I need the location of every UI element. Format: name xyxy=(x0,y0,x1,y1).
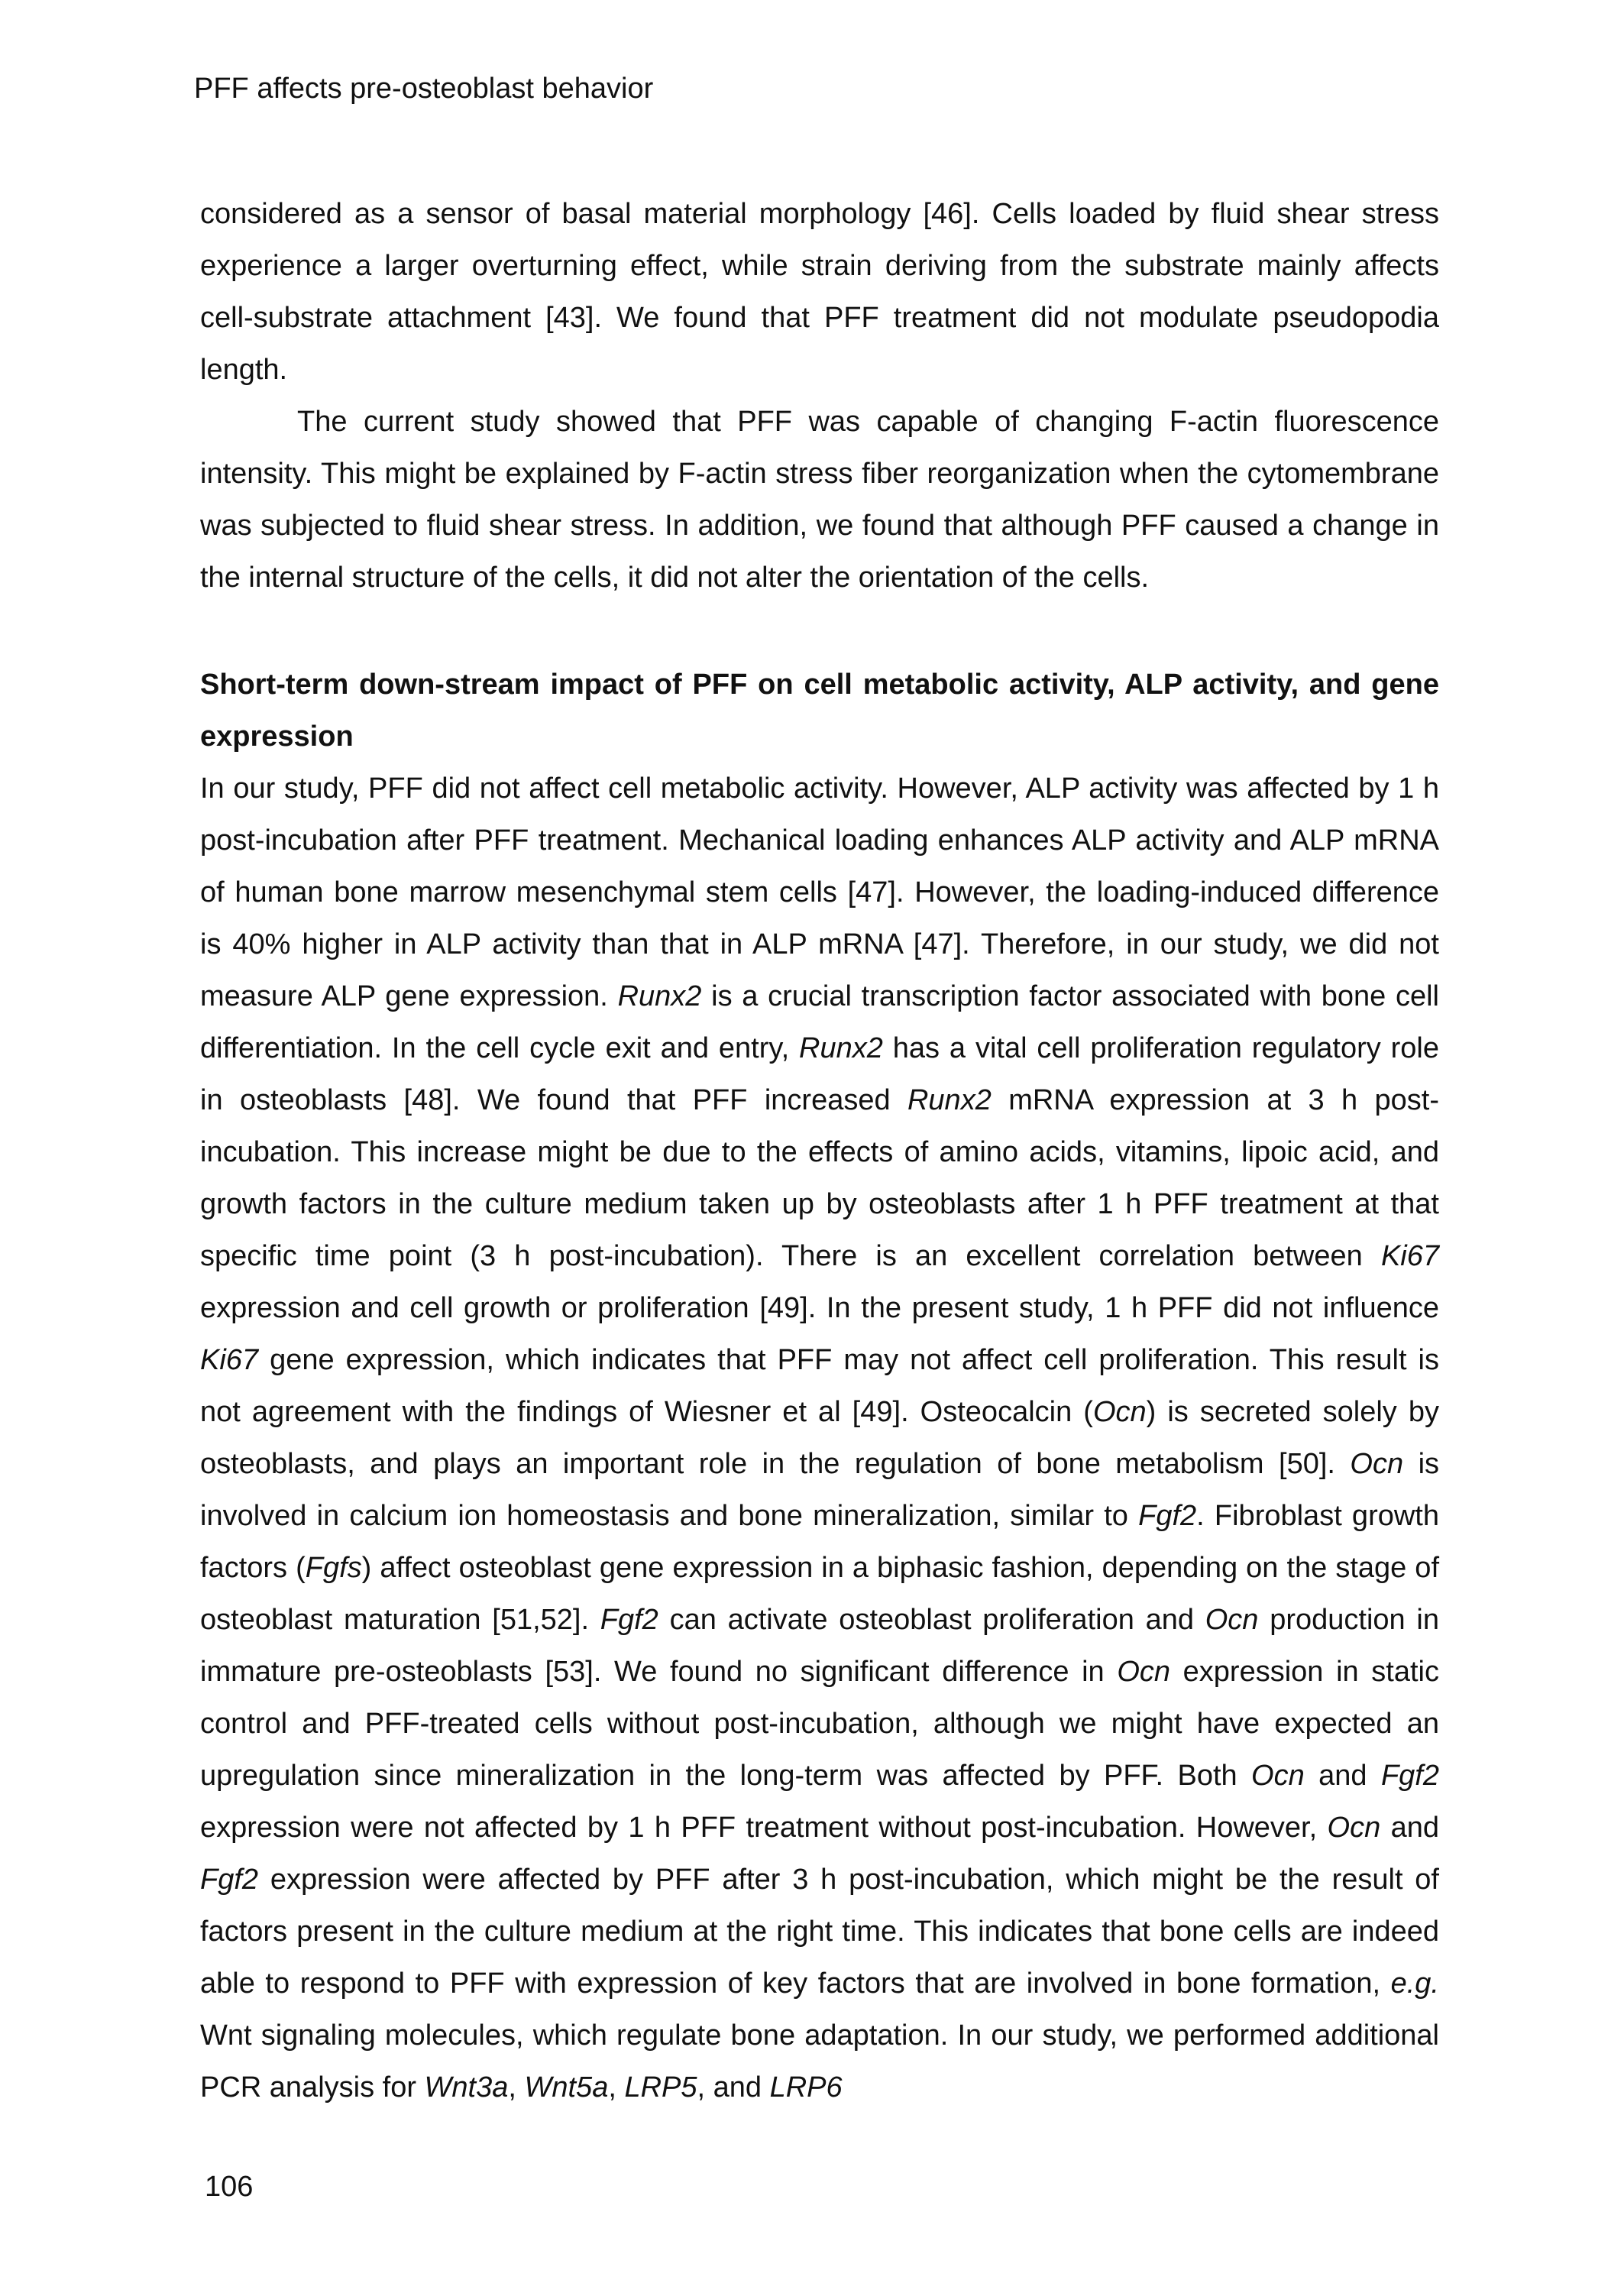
text-segment: expression were not affected by 1 h PFF treatment without post-incubation. However, xyxy=(200,1812,1328,1844)
text-segment: production in immature pre-osteoblasts [53]. We found no significant difference in xyxy=(200,1604,1439,1688)
text-segment: is a crucial transcription factor associated with bone cell differentiation. In the cell cycle exit and entry, xyxy=(200,980,1439,1064)
paragraph-2: The current study showed that PFF was capable of changing F-actin fluorescence intensity. This might be explained by F-actin stress fiber reorganization when the cytomembrane was subjected to fluid shear stress. In addition, we found that although PFF caused a change in the internal structure of the cells, it did not alter the orientation of the cells. xyxy=(200,406,1439,594)
gene-name: Fgf2 xyxy=(600,1604,658,1636)
paragraph-3 xyxy=(200,763,1439,2113)
body-text xyxy=(200,188,1439,2113)
text-segment: , xyxy=(508,2071,525,2104)
text-segment: has a vital cell proliferation regulatory role in osteoblasts [48]. We found that PFF increased xyxy=(200,1032,1440,1116)
gene-name: Fgfs xyxy=(305,1552,362,1584)
gene-name: Fgf2 xyxy=(1380,1760,1439,1792)
gene-name: Wnt3a xyxy=(424,2071,509,2104)
running-title: PFF affects pre-osteoblast behavior xyxy=(194,73,654,105)
gene-name: Runx2 xyxy=(907,1084,992,1116)
gene-name: Runx2 xyxy=(617,980,702,1012)
gene-name: Ocn xyxy=(1205,1604,1259,1636)
text-segment: is involved in calcium ion homeostasis and bone mineralization, similar to xyxy=(200,1448,1440,1532)
text-segment: ) affect osteoblast gene expression in a biphasic fashion, depending on the stage of osteoblast maturation [51,52]. xyxy=(200,1552,1439,1636)
gene-name: Ocn xyxy=(1251,1760,1305,1792)
gene-name: LRP5 xyxy=(624,2071,697,2104)
text-segment: expression and cell growth or proliferation [49]. In the present study, 1 h PFF did not influence xyxy=(200,1292,1439,1324)
text-segment: Wnt signaling molecules, which regulate bone adaptation. In our study, we performed additional PCR analysis for xyxy=(200,2019,1439,2104)
text-segment: gene expression, which indicates that PFF may not affect cell proliferation. This result is not agreement with the findings of Wiesner et al [49]. Osteocalcin ( xyxy=(200,1344,1439,1428)
gene-name: Ocn xyxy=(1350,1448,1404,1480)
gene-name: Ocn xyxy=(1092,1396,1147,1428)
gene-name: Wnt5a xyxy=(524,2071,609,2104)
text-segment: ) is secreted solely by osteoblasts, and plays an important role in the regulation of bone metabolism [50]. xyxy=(200,1396,1439,1480)
gene-name: Fgf2 xyxy=(1138,1500,1197,1532)
text-segment: expression were affected by PFF after 3 h post-incubation, which might be the result of factors present in the culture medium at the right time. This indicates that bone cells are indeed able to respond to PFF with expression of key factors that are involved in bone formation, xyxy=(200,1864,1439,2000)
gene-name: Ocn xyxy=(1117,1656,1171,1688)
latin-abbreviation: e.g. xyxy=(1390,1968,1439,2000)
text-segment: In our study, PFF did not affect cell metabolic activity. However, ALP activity was affected by 1 h post-incubation after PFF treatment. Mechanical loading enhances ALP activity and ALP mRNA of human bone marrow mesenchymal stem cells [47]. However, the loading-induced difference is 40% higher in ALP activity than that in ALP mRNA [47]. Therefore, in our study, we did not measure ALP gene expression. xyxy=(200,772,1439,1012)
text-segment: can activate osteoblast proliferation and xyxy=(658,1604,1205,1636)
text-segment: . Fibroblast growth factors ( xyxy=(200,1500,1439,1584)
gene-name: Ki67 xyxy=(200,1344,259,1376)
gene-name: Fgf2 xyxy=(200,1864,259,1896)
gene-name: Runx2 xyxy=(799,1032,883,1064)
gene-name: Ki67 xyxy=(1380,1240,1439,1272)
text-segment: , xyxy=(608,2071,625,2104)
text-segment: mRNA expression at 3 h post-incubation. This increase might be due to the effects of amino acids, vitamins, lipoic acid, and growth factors in the culture medium taken up by osteoblasts after 1 h PFF treatment at that specific time point (3 h post-incubation). There is an excellent correlation between xyxy=(200,1084,1440,1272)
text-segment: , and xyxy=(697,2071,770,2104)
text-segment: expression in static control and PFF-treated cells without post-incubation, although we might have expected an upregulation since mineralization in the long-term was affected by PFF. Both xyxy=(200,1656,1439,1792)
paragraph-1: considered as a sensor of basal material morphology [46]. Cells loaded by fluid shear stress experience a larger overturning effect, while strain deriving from the substrate mainly affects cell-substrate attachment [43]. We found that PFF treatment did not modulate pseudopodia length. xyxy=(200,198,1439,386)
text-segment: and xyxy=(1380,1812,1439,1844)
section-heading: Short-term down-stream impact of PFF on cell metabolic activity, ALP activity, and gene expression xyxy=(200,669,1439,753)
text-segment: and xyxy=(1304,1760,1381,1792)
gene-name: LRP6 xyxy=(769,2071,843,2104)
gene-name: Ocn xyxy=(1327,1812,1381,1844)
page-number: 106 xyxy=(205,2171,254,2203)
